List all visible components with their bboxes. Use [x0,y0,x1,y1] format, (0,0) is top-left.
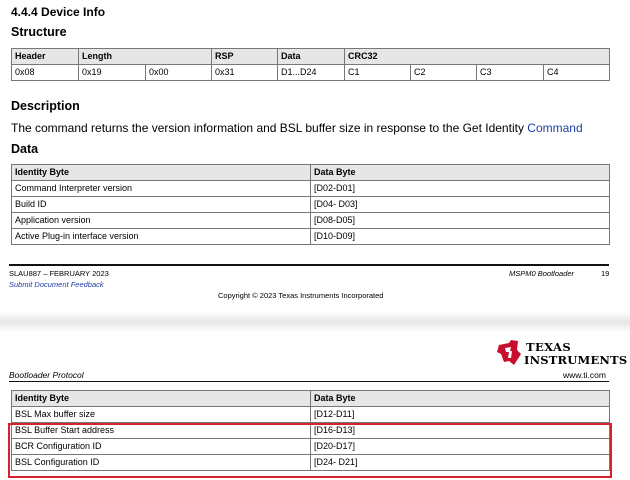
table-cell: [D16-D13] [311,423,610,439]
table-cell: 0x00 [146,65,212,81]
table-cell: 0x08 [12,65,79,81]
page-break [0,312,630,332]
data-table [11,164,610,245]
structure-table [11,48,610,81]
description-body: The command returns the version information and BSL buffer size in response to the Get Identity [11,121,524,135]
table-cell: C3 [477,65,544,81]
table-cell: C1 [345,65,411,81]
identity-byte-col: Identity Byte [12,165,311,181]
table-cell: Build ID [12,197,311,213]
table-cell: BSL Max buffer size [12,407,311,423]
section-title: 4.4.4 Device Info [11,5,106,19]
description-heading: Description [11,99,80,113]
table-cell: BSL Buffer Start address [12,423,311,439]
table-cell: 0x31 [212,65,278,81]
footer-rule [9,264,609,266]
table-cell: [D24- D21] [311,455,610,471]
length-col: Length [79,49,212,65]
table-row [12,229,610,245]
data-byte-col: Data Byte [311,391,610,407]
highlight-box [8,423,612,478]
table-cell: BSL Configuration ID [12,455,311,471]
ti-logo-icon [496,339,522,367]
table-cell: [D02-D01] [311,181,610,197]
table-cell: [D08-D05] [311,213,610,229]
table-cell: [D10-D09] [311,229,610,245]
doc-id: SLAU887 – FEBRUARY 2023 [9,269,109,278]
doc-title: MSPM0 Bootloader [509,269,575,278]
table-cell: D1...D24 [278,65,345,81]
running-title: Bootloader Protocol [9,370,84,380]
table-cell: Active Plug-in interface version [12,229,311,245]
table-cell: BCR Configuration ID [12,439,311,455]
table-row [12,181,610,197]
logo-line2: INSTRUMENTS [524,353,628,367]
table-cell: 0x19 [79,65,146,81]
structure-heading: Structure [11,25,67,39]
identity-byte-col: Identity Byte [12,391,311,407]
data-heading: Data [11,142,39,156]
table-cell: Application version [12,213,311,229]
crc32-col: CRC32 [345,49,610,65]
table-row [12,213,610,229]
table-row [12,197,610,213]
table-cell: [D20-D17] [311,439,610,455]
rsp-col: RSP [212,49,278,65]
table-cell: [D04- D03] [311,197,610,213]
table-cell: [D12-D11] [311,407,610,423]
copyright: Copyright © 2023 Texas Instruments Incorporated [218,291,384,300]
description-text [11,121,583,135]
command-link[interactable]: Command [527,121,583,135]
data-byte-col: Data Byte [311,165,610,181]
site-url[interactable]: www.ti.com [563,370,606,380]
table-cell: C2 [411,65,477,81]
table-cell: C4 [544,65,610,81]
table-cell: Command Interpreter version [12,181,311,197]
page-number: 19 [601,269,610,278]
table-row [12,407,610,423]
ti-logo [496,338,628,370]
header-rule [9,381,609,382]
header-col: Header [12,49,79,65]
data-col: Data [278,49,345,65]
submit-feedback-link[interactable]: Submit Document Feedback [9,280,104,289]
logo-line1: TEXAS [526,340,572,354]
